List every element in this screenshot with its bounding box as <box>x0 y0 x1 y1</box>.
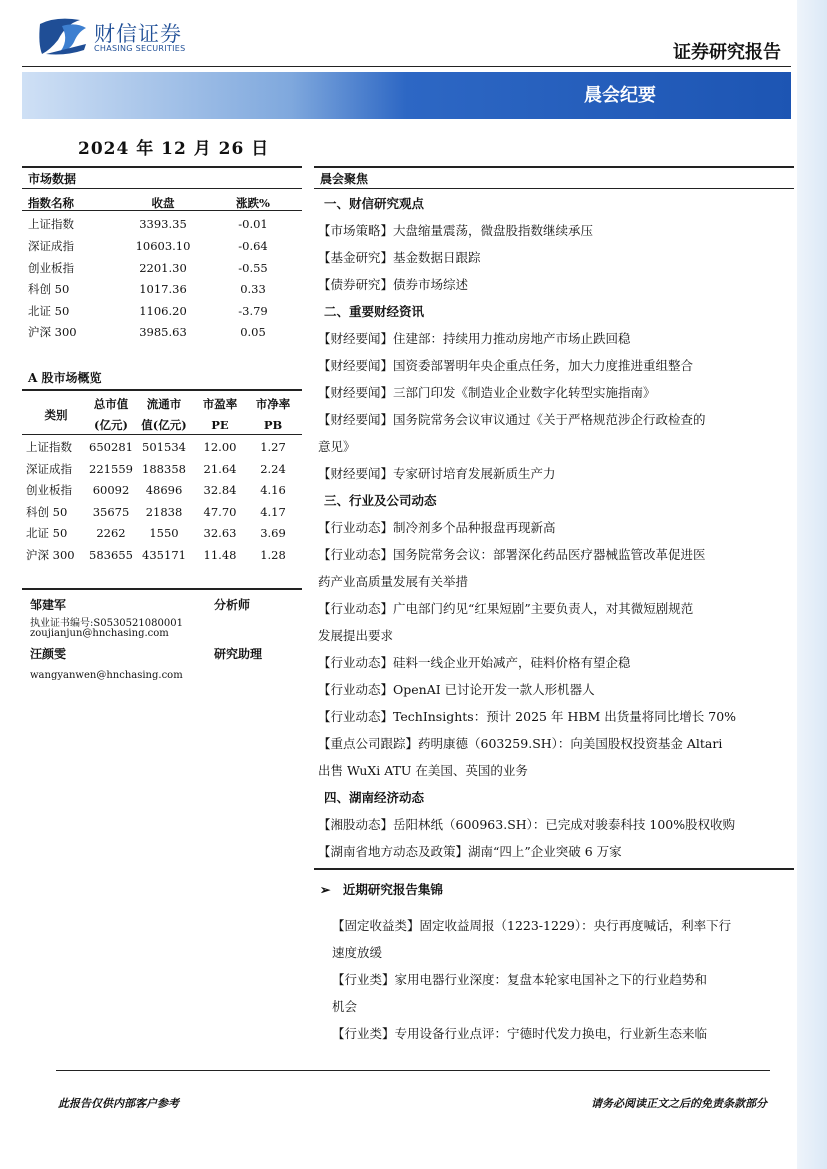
pe: 21.64 <box>203 461 237 476</box>
title-banner <box>22 72 791 119</box>
index-name: 沪深 300 <box>28 325 77 340</box>
total-cap: 60092 <box>92 483 130 498</box>
col-header: 流通市 <box>146 396 182 411</box>
recent-content <box>332 912 782 1047</box>
market-top-rule <box>22 166 302 168</box>
side-decoration-stripe <box>797 0 827 1169</box>
col-header: 涨跌% <box>236 195 270 210</box>
col-header: 指数名称 <box>28 195 74 210</box>
a-share-title: A 股市场概览 <box>28 371 102 385</box>
list-item[interactable]: 【基金研究】基金数据日跟踪 <box>318 250 481 265</box>
table-row <box>26 544 298 566</box>
footer-disclaimer-left: 此报告仅供内部客户参考 <box>58 1097 179 1110</box>
logo-english-name: CHASING SECURITIES <box>94 44 186 53</box>
list-item[interactable]: 【湘股动态】岳阳林纸（600963.SH）：已完成对骏泰科技 100%股权收购 <box>318 817 736 832</box>
market-title-rule <box>22 188 302 189</box>
change-value: -0.01 <box>238 217 268 232</box>
analyst-cert: 执业证书编号:S0530521080001 <box>30 618 183 629</box>
index-name: 创业板指 <box>28 260 74 275</box>
table-row <box>28 300 298 322</box>
list-item[interactable]: 意见》 <box>318 439 356 454</box>
report-item[interactable]: 【行业类】专用设备行业点评：宁德时代发力换电，行业新生态来临 <box>332 1026 708 1041</box>
total-cap: 2262 <box>96 526 126 541</box>
section-heading: 二、重要财经资讯 <box>324 304 425 319</box>
close-value: 1017.36 <box>139 282 187 297</box>
list-item[interactable]: 【行业动态】制冷剂多个品种报盘再现新高 <box>318 520 556 535</box>
col-header: 类别 <box>44 407 68 422</box>
index-name: 科创 50 <box>28 282 70 297</box>
list-item[interactable]: 【市场策略】大盘缩量震荡，微盘股指数继续承压 <box>318 223 594 238</box>
close-value: 1106.20 <box>139 303 187 318</box>
category: 科创 50 <box>26 504 68 519</box>
category: 创业板指 <box>26 483 72 498</box>
list-item[interactable]: 【重点公司跟踪】药明康德（603259.SH）：向美国股权投资基金 Altari <box>318 736 723 751</box>
table-header-row <box>26 393 298 415</box>
pb: 1.28 <box>260 547 286 562</box>
footer-rule <box>56 1070 770 1071</box>
table-row <box>28 257 298 279</box>
assistant-role: 研究助理 <box>214 647 263 661</box>
list-item[interactable]: 药产业高质量发展有关举措 <box>318 574 469 589</box>
recent-heading <box>320 880 443 898</box>
change-value: -0.64 <box>238 238 268 253</box>
list-item[interactable]: 【行业动态】硅料一线企业开始减产，硅料价格有望企稳 <box>318 655 631 670</box>
pe: 32.63 <box>203 526 237 541</box>
logo-chinese-name: 财信证券 <box>94 22 182 46</box>
market-data-table <box>28 192 298 343</box>
table-row <box>26 501 298 523</box>
float-cap: 435171 <box>142 547 186 562</box>
category: 上证指数 <box>26 439 72 454</box>
analyst-role: 分析师 <box>214 598 251 612</box>
assistant-name: 汪颜雯 <box>30 647 67 661</box>
list-item[interactable]: 【财经要闻】三部门印发《制造业企业数字化转型实施指南》 <box>318 385 656 400</box>
assistant-email[interactable]: wangyanwen@hnchasing.com <box>30 670 183 681</box>
pb: 4.17 <box>260 504 286 519</box>
col-header: 总市值 <box>93 396 129 411</box>
list-item[interactable]: 【财经要闻】国资委部署明年央企重点任务，加大力度推进重组整合 <box>318 358 694 373</box>
pb: 1.27 <box>260 439 286 454</box>
col-header: PE <box>211 418 229 433</box>
a-share-header-rule <box>22 434 302 435</box>
a-share-bottom-rule <box>22 588 302 590</box>
category: 沪深 300 <box>26 547 75 562</box>
report-item[interactable]: 【行业类】家用电器行业深度：复盘本轮家电国补之下的行业趋势和 <box>332 972 708 987</box>
section-heading: 四、湖南经济动态 <box>324 790 425 805</box>
change-value: 0.33 <box>240 282 266 297</box>
float-cap: 21838 <box>145 504 183 519</box>
list-item[interactable]: 【行业动态】国务院常务会议：部署深化药品医疗器械监管改革促进医 <box>318 547 706 562</box>
footer-disclaimer-right: 请务必阅读正文之后的免责条款部分 <box>591 1097 767 1110</box>
total-cap: 583655 <box>89 547 133 562</box>
col-header: 市盈率 <box>202 396 238 411</box>
table-row <box>28 214 298 236</box>
float-cap: 501534 <box>142 439 186 454</box>
table-row <box>28 322 298 344</box>
list-item[interactable]: 【行业动态】OpenAI 已讨论开发一款人形机器人 <box>318 682 595 697</box>
pb: 2.24 <box>260 461 286 476</box>
float-cap: 48696 <box>145 483 183 498</box>
index-name: 深证成指 <box>28 238 74 253</box>
market-data-title: 市场数据 <box>28 172 77 186</box>
list-item[interactable]: 发展提出要求 <box>318 628 394 643</box>
change-value: 0.05 <box>240 325 266 340</box>
focus-top-rule <box>314 166 794 168</box>
market-header-rule <box>22 210 302 211</box>
banner-title: 晨会纪要 <box>584 85 656 106</box>
total-cap: 221559 <box>89 461 133 476</box>
pb: 4.16 <box>260 483 286 498</box>
list-item[interactable]: 【财经要闻】住建部：持续用力推动房地产市场止跌回稳 <box>318 331 631 346</box>
pe: 12.00 <box>203 439 237 454</box>
col-header: (亿元) <box>94 418 128 433</box>
float-cap: 188358 <box>142 461 186 476</box>
section-heading: 三、行业及公司动态 <box>324 493 437 508</box>
col-header: 收盘 <box>151 195 175 210</box>
col-header: PB <box>263 418 283 433</box>
close-value: 3985.63 <box>139 325 187 340</box>
focus-title-rule <box>314 188 794 189</box>
section-heading: 一、财信研究观点 <box>324 196 425 211</box>
header-divider <box>22 66 791 67</box>
focus-content <box>318 190 778 865</box>
focus-title: 晨会聚焦 <box>320 172 369 186</box>
list-item[interactable]: 【行业动态】TechInsights：预计 2025 年 HBM 出货量将同比增长 70% <box>318 709 737 724</box>
table-row <box>26 523 298 545</box>
pe: 11.48 <box>203 547 237 562</box>
list-item[interactable]: 【财经要闻】专家研讨培育发展新质生产力 <box>318 466 556 481</box>
pe: 47.70 <box>203 504 237 519</box>
col-header: 值(亿元) <box>141 418 187 433</box>
index-name: 北证 50 <box>28 303 70 318</box>
table-row <box>26 479 298 501</box>
table-row <box>26 458 298 480</box>
table-row <box>26 436 298 458</box>
total-cap: 35675 <box>92 504 130 519</box>
float-cap: 1550 <box>149 526 179 541</box>
a-share-table <box>26 393 298 566</box>
pe: 32.84 <box>203 483 237 498</box>
report-date: 2024 年 12 月 26 日 <box>78 139 270 159</box>
category: 北证 50 <box>26 526 68 541</box>
list-item[interactable]: 【财经要闻】国务院常务会议审议通过《关于严格规范涉企行政检查的 <box>318 412 706 427</box>
total-cap: 650281 <box>89 439 133 454</box>
analyst-name: 邹建军 <box>30 598 67 612</box>
close-value: 3393.35 <box>139 217 187 232</box>
report-item[interactable]: 速度放缓 <box>332 945 383 960</box>
category: 深证成指 <box>26 461 72 476</box>
close-value: 10603.10 <box>135 238 191 253</box>
table-row <box>28 235 298 257</box>
analyst-email[interactable]: zoujianjun@hnchasing.com <box>30 628 169 639</box>
list-item[interactable]: 出售 WuXi ATU 在美国、英国的业务 <box>318 763 528 778</box>
report-item[interactable]: 【固定收益类】固定收益周报（1223-1229）：央行再度喊话，利率下行 <box>332 918 732 933</box>
index-name: 上证指数 <box>28 217 74 232</box>
list-item[interactable]: 【行业动态】广电部门约见“红果短剧”主要负责人，对其微短剧规范 <box>318 601 694 616</box>
change-value: -0.55 <box>238 260 268 275</box>
arrow-bullet-icon: ➢ <box>320 882 331 897</box>
company-logo-icon <box>36 14 90 58</box>
col-header: 市净率 <box>255 396 291 411</box>
change-value: -3.79 <box>238 303 268 318</box>
report-type: 证券研究报告 <box>673 42 781 63</box>
table-row <box>28 278 298 300</box>
recent-title: 近期研究报告集锦 <box>342 882 443 897</box>
recent-top-rule <box>314 868 794 870</box>
a-share-top-rule <box>22 389 302 391</box>
pb: 3.69 <box>260 526 286 541</box>
close-value: 2201.30 <box>139 260 187 275</box>
report-item[interactable]: 机会 <box>332 999 358 1014</box>
list-item[interactable]: 【债券研究】债券市场综述 <box>318 277 469 292</box>
list-item[interactable]: 【湖南省地方动态及政策】湖南“四上”企业突破 6 万家 <box>318 844 622 859</box>
